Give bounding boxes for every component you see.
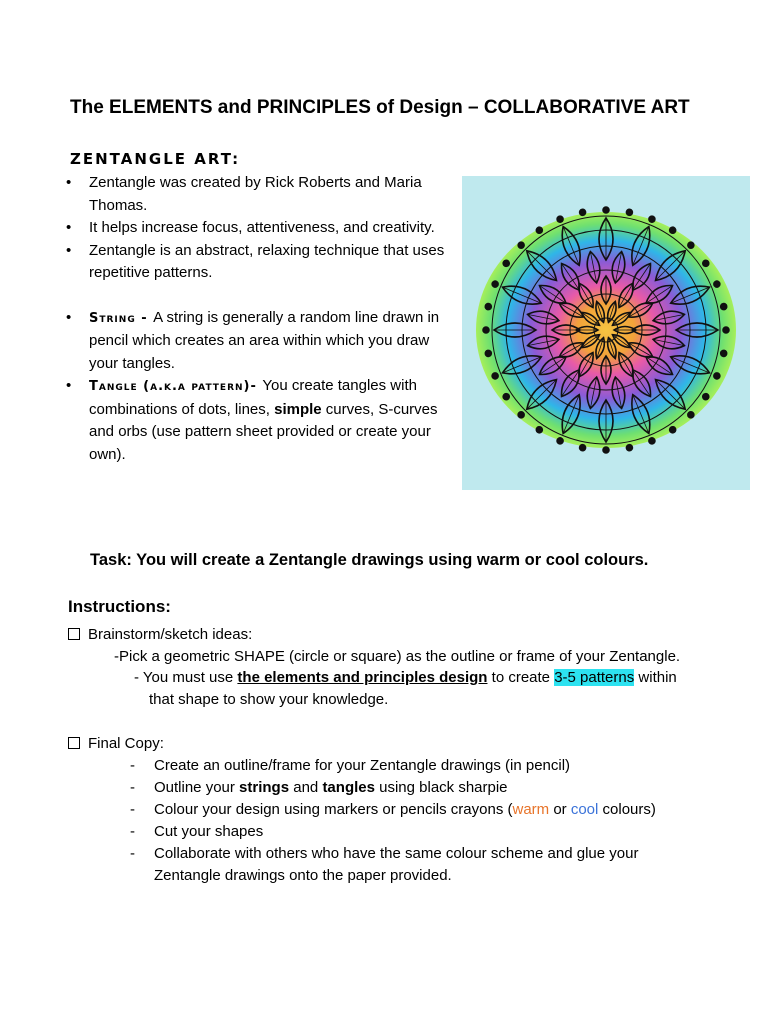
step-text: Create an outline/frame for your Zentangle drawings (in pencil) bbox=[154, 757, 571, 774]
final-step-3 bbox=[130, 800, 656, 820]
page-title: The ELEMENTS and PRINCIPLES of Design – COLLABORATIVE ART bbox=[70, 97, 690, 118]
text-run: to create bbox=[487, 669, 555, 686]
warm-word: warm bbox=[512, 801, 550, 818]
step-text: Collaborate with others who have the same colour scheme and glue your bbox=[154, 845, 639, 862]
list-item-tangle bbox=[66, 375, 456, 466]
mandala-dot bbox=[485, 350, 492, 357]
step-text: Outline your bbox=[154, 779, 240, 796]
zentangle-bullet-list bbox=[66, 172, 456, 466]
bullet-text: It helps increase focus, attentiveness, and creativity. bbox=[89, 219, 435, 236]
cool-word: cool bbox=[570, 801, 599, 818]
tangle-term: Tangle (a.k.a pattern)- bbox=[89, 379, 263, 394]
checkbox-icon bbox=[68, 628, 80, 640]
final-step-5-continued: Zentangle drawings onto the paper provided. bbox=[154, 867, 452, 884]
bold-word: strings bbox=[239, 779, 290, 796]
text-run: - You must use bbox=[134, 669, 238, 686]
bullet-icon: • bbox=[66, 241, 72, 259]
mandala-dot bbox=[483, 327, 489, 333]
mandala-dot bbox=[626, 444, 633, 451]
mandala-dot bbox=[485, 303, 492, 310]
brainstorm-line-2 bbox=[134, 668, 677, 688]
step-text: Cut your shapes bbox=[154, 823, 264, 840]
mandala-dot bbox=[579, 209, 586, 216]
dash-marker: - bbox=[130, 757, 135, 774]
brainstorm-item bbox=[68, 625, 252, 645]
bullet-icon: • bbox=[66, 377, 72, 394]
list-item-string bbox=[66, 307, 456, 376]
final-step-4 bbox=[130, 822, 263, 842]
dash-marker: - bbox=[130, 823, 135, 840]
bullet-text: Zentangle is an abstract, relaxing technique that uses repetitive patterns. bbox=[89, 241, 445, 281]
dash-marker: - bbox=[130, 779, 135, 796]
final-copy-item bbox=[68, 734, 164, 754]
text-run: within bbox=[634, 669, 677, 686]
list-item bbox=[66, 172, 456, 217]
string-definition: A string is generally a random line drawn in pencil which creates an area within which you draw your tangles. bbox=[89, 308, 440, 372]
section-heading: ZENTANGLE ART: bbox=[70, 150, 241, 168]
mandala-dot bbox=[603, 207, 609, 213]
highlighted-phrase: 3-5 patterns bbox=[554, 669, 635, 686]
dash-marker: - bbox=[130, 845, 135, 862]
mandala-dot bbox=[720, 303, 727, 310]
task-statement: Task: You will create a Zentangle drawings using warm or cool colours. bbox=[90, 551, 649, 569]
final-step-5 bbox=[130, 844, 638, 864]
mandala-dot bbox=[626, 209, 633, 216]
final-copy-label: Final Copy: bbox=[88, 735, 164, 752]
mandala-dot bbox=[579, 444, 586, 451]
instructions-heading: Instructions: bbox=[68, 597, 171, 616]
tangle-definition-1: You create tangles with combinations of dots, lines, bbox=[89, 377, 417, 418]
bullet-icon: • bbox=[66, 219, 72, 236]
mandala-dot bbox=[720, 350, 727, 357]
bold-word: tangles bbox=[322, 779, 375, 796]
mandala-dot bbox=[603, 447, 609, 453]
underlined-phrase: the elements and principles design bbox=[237, 669, 488, 686]
list-item bbox=[66, 217, 456, 240]
step-text: colours) bbox=[598, 801, 656, 818]
step-text: or bbox=[549, 801, 571, 818]
mandala-illustration bbox=[462, 176, 750, 490]
step-text: and bbox=[289, 779, 323, 796]
bullet-icon: • bbox=[66, 308, 72, 326]
final-step-1 bbox=[130, 756, 570, 776]
dash-marker: - bbox=[130, 801, 135, 818]
bullet-text: Zentangle was created by Rick Roberts and Maria Thomas. bbox=[89, 174, 422, 214]
brainstorm-label: Brainstorm/sketch ideas: bbox=[88, 626, 253, 643]
final-step-2 bbox=[130, 778, 508, 798]
bullet-icon: • bbox=[66, 174, 72, 191]
step-text: Colour your design using markers or pencils crayons ( bbox=[154, 801, 513, 818]
list-item bbox=[66, 240, 456, 285]
tangle-definition-2: curves, S-curves and orbs (use pattern sheet provided or create your own). bbox=[89, 400, 438, 463]
tangle-bold-word: simple bbox=[274, 400, 322, 418]
mandala-dot bbox=[723, 327, 729, 333]
string-term: String - bbox=[89, 310, 154, 326]
brainstorm-line-1: -Pick a geometric SHAPE (circle or square) as the outline or frame of your Zentangle. bbox=[114, 648, 681, 665]
checkbox-icon bbox=[68, 737, 80, 749]
step-text: using black sharpie bbox=[374, 779, 508, 796]
zentangle-mandala-image bbox=[462, 176, 750, 490]
brainstorm-line-3: that shape to show your knowledge. bbox=[149, 691, 389, 708]
